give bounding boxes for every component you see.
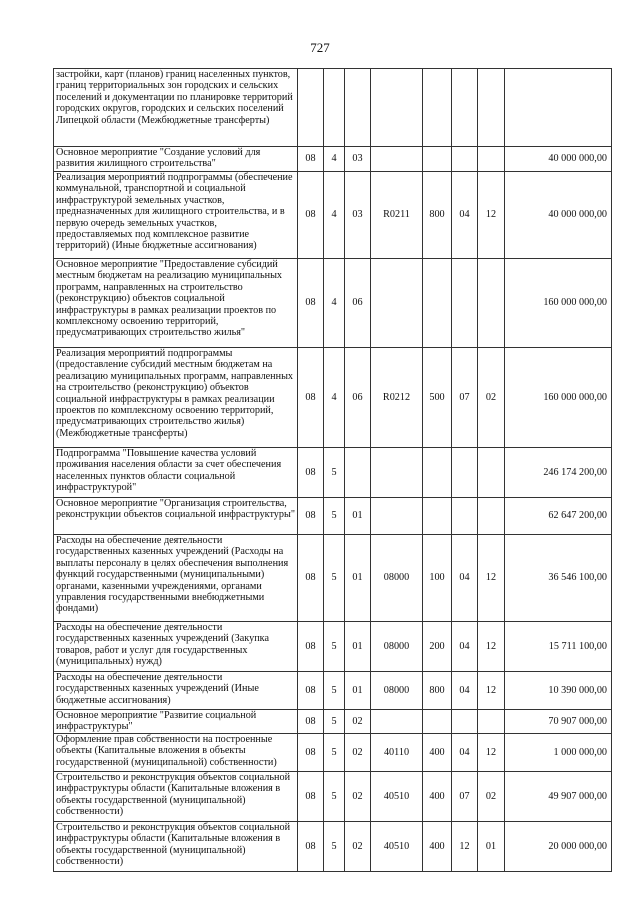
cell-code-2: 5	[324, 733, 345, 771]
cell-expense-type	[423, 69, 452, 147]
cell-target-article: R0211	[371, 172, 423, 259]
cell-expense-type	[423, 498, 452, 535]
table-row	[54, 535, 612, 622]
cell-expense-type: 800	[423, 672, 452, 710]
cell-code-3: 01	[345, 498, 371, 535]
table-row	[54, 69, 612, 147]
cell-subsection	[478, 147, 505, 172]
cell-code-3: 01	[345, 622, 371, 672]
row-description: Реализация мероприятий подпрограммы (предоставление субсидий местным бюджетам на реализацию муниципальных программ, направленных на строительство (реконструкцию) объектов социальной инфраструктуры в рамках реализации проектов по комплексному освоению территорий, предусматривающих строительство жилья) (Межбюджетные трансферты)	[54, 348, 298, 448]
cell-expense-type: 200	[423, 622, 452, 672]
cell-subsection	[478, 259, 505, 348]
row-description: Основное мероприятие "Организация строительства, реконструкции объектов социальной инфраструктуры"	[54, 498, 298, 535]
cell-section: 04	[452, 672, 478, 710]
cell-subsection: 12	[478, 672, 505, 710]
cell-target-article	[371, 710, 423, 734]
cell-expense-type	[423, 147, 452, 172]
cell-subsection: 12	[478, 733, 505, 771]
cell-section: 04	[452, 622, 478, 672]
cell-section: 12	[452, 821, 478, 871]
cell-code-2: 4	[324, 259, 345, 348]
row-description: застройки, карт (планов) границ населенных пунктов, границ территориальных зон городских и сельских поселений и документации по планировке территорий городских округов, городских и сельских поселений Липецкой области (Межбюджетные трансферты)	[54, 69, 298, 147]
cell-code-1: 08	[298, 672, 324, 710]
cell-code-3: 03	[345, 147, 371, 172]
cell-code-2: 5	[324, 448, 345, 498]
cell-section: 07	[452, 348, 478, 448]
cell-code-1	[298, 69, 324, 147]
cell-code-2: 5	[324, 622, 345, 672]
cell-section: 07	[452, 771, 478, 821]
cell-code-3: 01	[345, 535, 371, 622]
cell-target-article: 08000	[371, 622, 423, 672]
cell-code-3: 03	[345, 172, 371, 259]
cell-code-2: 4	[324, 348, 345, 448]
row-description: Расходы на обеспечение деятельности государственных казенных учреждений (Расходы на выплаты персоналу в целях обеспечения выполнения функций государственными (муниципальными) органами, казенными учреждениями, органами управления государственными внебюджетными фондами)	[54, 535, 298, 622]
cell-target-article: 08000	[371, 672, 423, 710]
cell-amount: 62 647 200,00	[505, 498, 612, 535]
cell-code-1: 08	[298, 733, 324, 771]
cell-code-1: 08	[298, 448, 324, 498]
cell-code-2: 4	[324, 172, 345, 259]
cell-amount: 15 711 100,00	[505, 622, 612, 672]
table-row	[54, 771, 612, 821]
cell-code-3: 02	[345, 771, 371, 821]
cell-expense-type: 500	[423, 348, 452, 448]
cell-target-article: 40510	[371, 771, 423, 821]
cell-expense-type: 400	[423, 733, 452, 771]
cell-code-1: 08	[298, 498, 324, 535]
cell-code-2: 5	[324, 498, 345, 535]
cell-code-2: 5	[324, 710, 345, 734]
cell-subsection	[478, 498, 505, 535]
row-description: Реализация мероприятий подпрограммы (обеспечение коммунальной, транспортной и социальной инфраструктурой земельных участков, предназначенных для жилищного строительства, и в первую очередь земельных участков, предоставляемых под комплексное развитие территорий) (Иные бюджетные ассигнования)	[54, 172, 298, 259]
cell-expense-type	[423, 448, 452, 498]
cell-code-3: 02	[345, 710, 371, 734]
cell-amount: 20 000 000,00	[505, 821, 612, 871]
budget-table	[53, 68, 612, 872]
row-description: Строительство и реконструкция объектов социальной инфраструктуры области (Капитальные вложения в объекты государственной (муниципальной) собственности)	[54, 771, 298, 821]
cell-subsection: 12	[478, 172, 505, 259]
cell-expense-type: 100	[423, 535, 452, 622]
cell-code-3	[345, 448, 371, 498]
cell-amount: 40 000 000,00	[505, 147, 612, 172]
cell-amount: 160 000 000,00	[505, 348, 612, 448]
cell-code-1: 08	[298, 771, 324, 821]
table-row	[54, 498, 612, 535]
cell-amount: 49 907 000,00	[505, 771, 612, 821]
cell-section	[452, 147, 478, 172]
row-description: Строительство и реконструкция объектов социальной инфраструктуры области (Капитальные вложения в объекты государственной (муниципальной) собственности)	[54, 821, 298, 871]
cell-code-3: 06	[345, 259, 371, 348]
cell-target-article: 40110	[371, 733, 423, 771]
row-description: Оформление прав собственности на построенные объекты (Капитальные вложения в объекты государственной (муниципальной) собственности)	[54, 733, 298, 771]
cell-code-1: 08	[298, 348, 324, 448]
cell-section	[452, 710, 478, 734]
cell-amount: 36 546 100,00	[505, 535, 612, 622]
cell-code-3	[345, 69, 371, 147]
cell-code-1: 08	[298, 622, 324, 672]
cell-expense-type	[423, 259, 452, 348]
cell-section	[452, 498, 478, 535]
cell-section: 04	[452, 733, 478, 771]
cell-amount: 246 174 200,00	[505, 448, 612, 498]
table-row	[54, 622, 612, 672]
cell-target-article	[371, 147, 423, 172]
table-row	[54, 448, 612, 498]
table-row	[54, 672, 612, 710]
cell-code-3: 02	[345, 821, 371, 871]
cell-expense-type: 400	[423, 821, 452, 871]
cell-expense-type: 800	[423, 172, 452, 259]
cell-amount: 40 000 000,00	[505, 172, 612, 259]
cell-section	[452, 448, 478, 498]
row-description: Основное мероприятие "Развитие социальной инфраструктуры"	[54, 710, 298, 734]
cell-target-article: R0212	[371, 348, 423, 448]
cell-subsection: 02	[478, 771, 505, 821]
table-row	[54, 172, 612, 259]
cell-code-2: 5	[324, 535, 345, 622]
cell-expense-type	[423, 710, 452, 734]
cell-subsection: 12	[478, 535, 505, 622]
cell-target-article	[371, 259, 423, 348]
cell-target-article	[371, 498, 423, 535]
table-row	[54, 821, 612, 871]
cell-code-1: 08	[298, 172, 324, 259]
cell-amount: 1 000 000,00	[505, 733, 612, 771]
cell-section: 04	[452, 172, 478, 259]
cell-subsection	[478, 69, 505, 147]
row-description: Подпрограмма "Повышение качества условий проживания населения области за счет обеспечения населенных пунктов области социальной инфраструктурой"	[54, 448, 298, 498]
cell-section	[452, 259, 478, 348]
table-row	[54, 147, 612, 172]
cell-amount: 10 390 000,00	[505, 672, 612, 710]
row-description: Расходы на обеспечение деятельности государственных казенных учреждений (Закупка товаров, работ и услуг для государственных (муниципальных) нужд)	[54, 622, 298, 672]
cell-code-3: 06	[345, 348, 371, 448]
cell-target-article: 08000	[371, 535, 423, 622]
row-description: Основное мероприятие "Создание условий для развития жилищного строительства"	[54, 147, 298, 172]
cell-code-2: 5	[324, 821, 345, 871]
cell-subsection: 12	[478, 622, 505, 672]
page-number: 727	[310, 40, 330, 55]
cell-subsection: 01	[478, 821, 505, 871]
table-body	[54, 69, 612, 872]
table-row	[54, 259, 612, 348]
cell-section	[452, 69, 478, 147]
cell-code-1: 08	[298, 710, 324, 734]
cell-subsection: 02	[478, 348, 505, 448]
row-description: Расходы на обеспечение деятельности государственных казенных учреждений (Иные бюджетные ассигнования)	[54, 672, 298, 710]
cell-section: 04	[452, 535, 478, 622]
table-row	[54, 733, 612, 771]
cell-amount: 160 000 000,00	[505, 259, 612, 348]
cell-target-article	[371, 448, 423, 498]
cell-amount: 70 907 000,00	[505, 710, 612, 734]
cell-code-3: 01	[345, 672, 371, 710]
cell-subsection	[478, 710, 505, 734]
cell-target-article: 40510	[371, 821, 423, 871]
cell-amount	[505, 69, 612, 147]
cell-code-2: 5	[324, 771, 345, 821]
cell-code-1: 08	[298, 535, 324, 622]
cell-code-2	[324, 69, 345, 147]
cell-expense-type: 400	[423, 771, 452, 821]
row-description: Основное мероприятие "Предоставление субсидий местным бюджетам на реализацию муниципальных программ, направленных на строительство (реконструкцию) объектов социальной инфраструктуры в рамках реализации проектов по комплексному освоению территорий, предусматривающих строительство жилья"	[54, 259, 298, 348]
table-row	[54, 348, 612, 448]
cell-code-2: 4	[324, 147, 345, 172]
table-row	[54, 710, 612, 734]
cell-code-1: 08	[298, 147, 324, 172]
cell-code-1: 08	[298, 821, 324, 871]
cell-subsection	[478, 448, 505, 498]
cell-code-3: 02	[345, 733, 371, 771]
cell-code-1: 08	[298, 259, 324, 348]
cell-code-2: 5	[324, 672, 345, 710]
cell-target-article	[371, 69, 423, 147]
